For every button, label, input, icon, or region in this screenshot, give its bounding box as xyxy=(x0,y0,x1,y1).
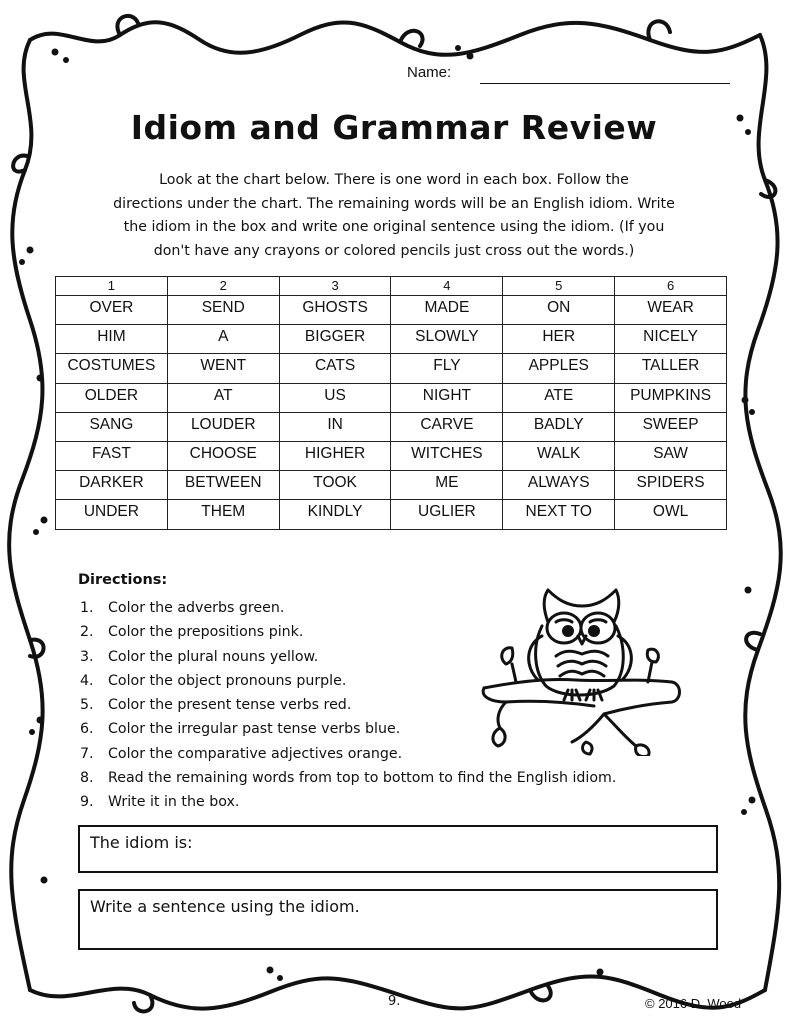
sentence-answer-box[interactable] xyxy=(78,889,718,950)
page-number: 9. xyxy=(388,994,401,1009)
chart-row xyxy=(56,471,727,500)
word-cell[interactable]: NIGHT xyxy=(391,383,503,412)
word-cell[interactable]: FAST xyxy=(56,441,168,470)
name-field[interactable] xyxy=(480,83,730,84)
word-cell[interactable]: ALWAYS xyxy=(503,471,615,500)
chart-row xyxy=(56,354,727,383)
word-cell[interactable]: THEM xyxy=(167,500,279,529)
chart-row xyxy=(56,412,727,441)
item-text: Color the prepositions pink. xyxy=(108,624,304,641)
word-cell[interactable]: SWEEP xyxy=(615,412,727,441)
column-header: 2 xyxy=(167,277,279,296)
word-cell[interactable]: WALK xyxy=(503,441,615,470)
page-title: Idiom and Grammar Review xyxy=(130,108,658,147)
item-number: 9. xyxy=(80,794,94,811)
word-cell[interactable]: FLY xyxy=(391,354,503,383)
item-number: 7. xyxy=(80,745,94,762)
word-cell[interactable]: HIGHER xyxy=(279,441,391,470)
word-cell[interactable]: CATS xyxy=(279,354,391,383)
header-row xyxy=(56,277,727,296)
item-text: Read the remaining words from top to bottom to find the English idiom. xyxy=(108,770,617,787)
word-cell[interactable]: WENT xyxy=(167,354,279,383)
word-cell[interactable]: CARVE xyxy=(391,412,503,441)
intro-line: the idiom in the box and write one original sentence using the idiom. (If you xyxy=(123,219,665,235)
chart-row xyxy=(56,296,727,325)
word-cell[interactable]: OWL xyxy=(615,500,727,529)
chart-row xyxy=(56,383,727,412)
item-number: 1. xyxy=(80,600,94,616)
word-cell[interactable]: SAW xyxy=(615,441,727,470)
word-cell[interactable]: ME xyxy=(391,471,503,500)
name-label: Name: xyxy=(407,64,452,81)
word-cell[interactable]: APPLES xyxy=(503,354,615,383)
word-cell[interactable]: DARKER xyxy=(56,471,168,500)
item-number: 5. xyxy=(80,697,94,714)
word-cell[interactable]: US xyxy=(279,383,391,412)
word-cell[interactable]: UGLIER xyxy=(391,500,503,529)
column-header: 1 xyxy=(56,277,168,296)
word-cell[interactable]: NEXT TO xyxy=(503,500,615,529)
column-header: 3 xyxy=(279,277,391,296)
item-number: 2. xyxy=(80,624,94,641)
word-cell[interactable]: CHOOSE xyxy=(167,441,279,470)
copyright-notice: © 2016 D. Wood xyxy=(645,996,742,1011)
word-cell[interactable]: HIM xyxy=(56,325,168,354)
item-number: 6. xyxy=(80,721,94,738)
item-text: Color the object pronouns purple. xyxy=(108,672,347,689)
idiom-box-label: The idiom is: xyxy=(90,833,193,852)
chart-row xyxy=(56,500,727,529)
word-cell[interactable]: IN xyxy=(279,412,391,441)
list-item xyxy=(80,790,616,814)
item-number: 4. xyxy=(80,672,94,689)
item-text: Color the comparative adjectives orange. xyxy=(108,745,403,762)
word-cell[interactable]: WITCHES xyxy=(391,441,503,470)
list-item xyxy=(80,766,616,790)
chart-row xyxy=(56,441,727,470)
word-cell[interactable]: ON xyxy=(503,296,615,325)
chart-row xyxy=(56,325,727,354)
word-cell[interactable]: A xyxy=(167,325,279,354)
word-cell[interactable]: ATE xyxy=(503,383,615,412)
word-cell[interactable]: AT xyxy=(167,383,279,412)
column-header: 5 xyxy=(503,277,615,296)
item-text: Color the plural nouns yellow. xyxy=(108,648,319,665)
word-cell[interactable]: SEND xyxy=(167,296,279,325)
intro-line: directions under the chart. The remaining words will be an English idiom. Write xyxy=(113,195,675,212)
item-text: Color the present tense verbs red. xyxy=(108,697,352,714)
owl-on-branch-icon xyxy=(476,586,696,756)
directions-title: Directions: xyxy=(78,572,168,588)
word-cell[interactable]: BIGGER xyxy=(279,325,391,354)
word-cell[interactable]: SANG xyxy=(56,412,168,441)
word-cell[interactable]: SLOWLY xyxy=(391,325,503,354)
word-cell[interactable]: OLDER xyxy=(56,383,168,412)
item-number: 8. xyxy=(80,770,94,787)
word-cell[interactable]: PUMPKINS xyxy=(615,383,727,412)
word-chart xyxy=(55,276,727,530)
word-cell[interactable]: MADE xyxy=(391,296,503,325)
column-header: 4 xyxy=(391,277,503,296)
word-cell[interactable]: LOUDER xyxy=(167,412,279,441)
item-text: Write it in the box. xyxy=(108,794,240,811)
word-cell[interactable]: SPIDERS xyxy=(615,471,727,500)
word-cell[interactable]: BETWEEN xyxy=(167,471,279,500)
intro-paragraph xyxy=(60,169,728,263)
word-cell[interactable]: BADLY xyxy=(503,412,615,441)
intro-line: don't have any crayons or colored pencils just cross out the words.) xyxy=(153,242,635,259)
sentence-box-label: Write a sentence using the idiom. xyxy=(90,897,360,916)
word-cell[interactable]: NICELY xyxy=(615,325,727,354)
word-cell[interactable]: WEAR xyxy=(615,296,727,325)
word-cell[interactable]: HER xyxy=(503,325,615,354)
word-cell[interactable]: COSTUMES xyxy=(56,354,168,383)
word-cell[interactable]: KINDLY xyxy=(279,500,391,529)
idiom-answer-box[interactable] xyxy=(78,825,718,873)
column-header: 6 xyxy=(615,277,727,296)
word-cell[interactable]: OVER xyxy=(56,296,168,325)
item-text: Color the adverbs green. xyxy=(108,600,285,616)
word-cell[interactable]: GHOSTS xyxy=(279,296,391,325)
item-text: Color the irregular past tense verbs blue. xyxy=(108,721,401,738)
word-cell[interactable]: TOOK xyxy=(279,471,391,500)
intro-line: Look at the chart below. There is one word in each box. Follow the xyxy=(159,172,629,188)
word-cell[interactable]: TALLER xyxy=(615,354,727,383)
item-number: 3. xyxy=(80,648,94,665)
word-cell[interactable]: UNDER xyxy=(56,500,168,529)
